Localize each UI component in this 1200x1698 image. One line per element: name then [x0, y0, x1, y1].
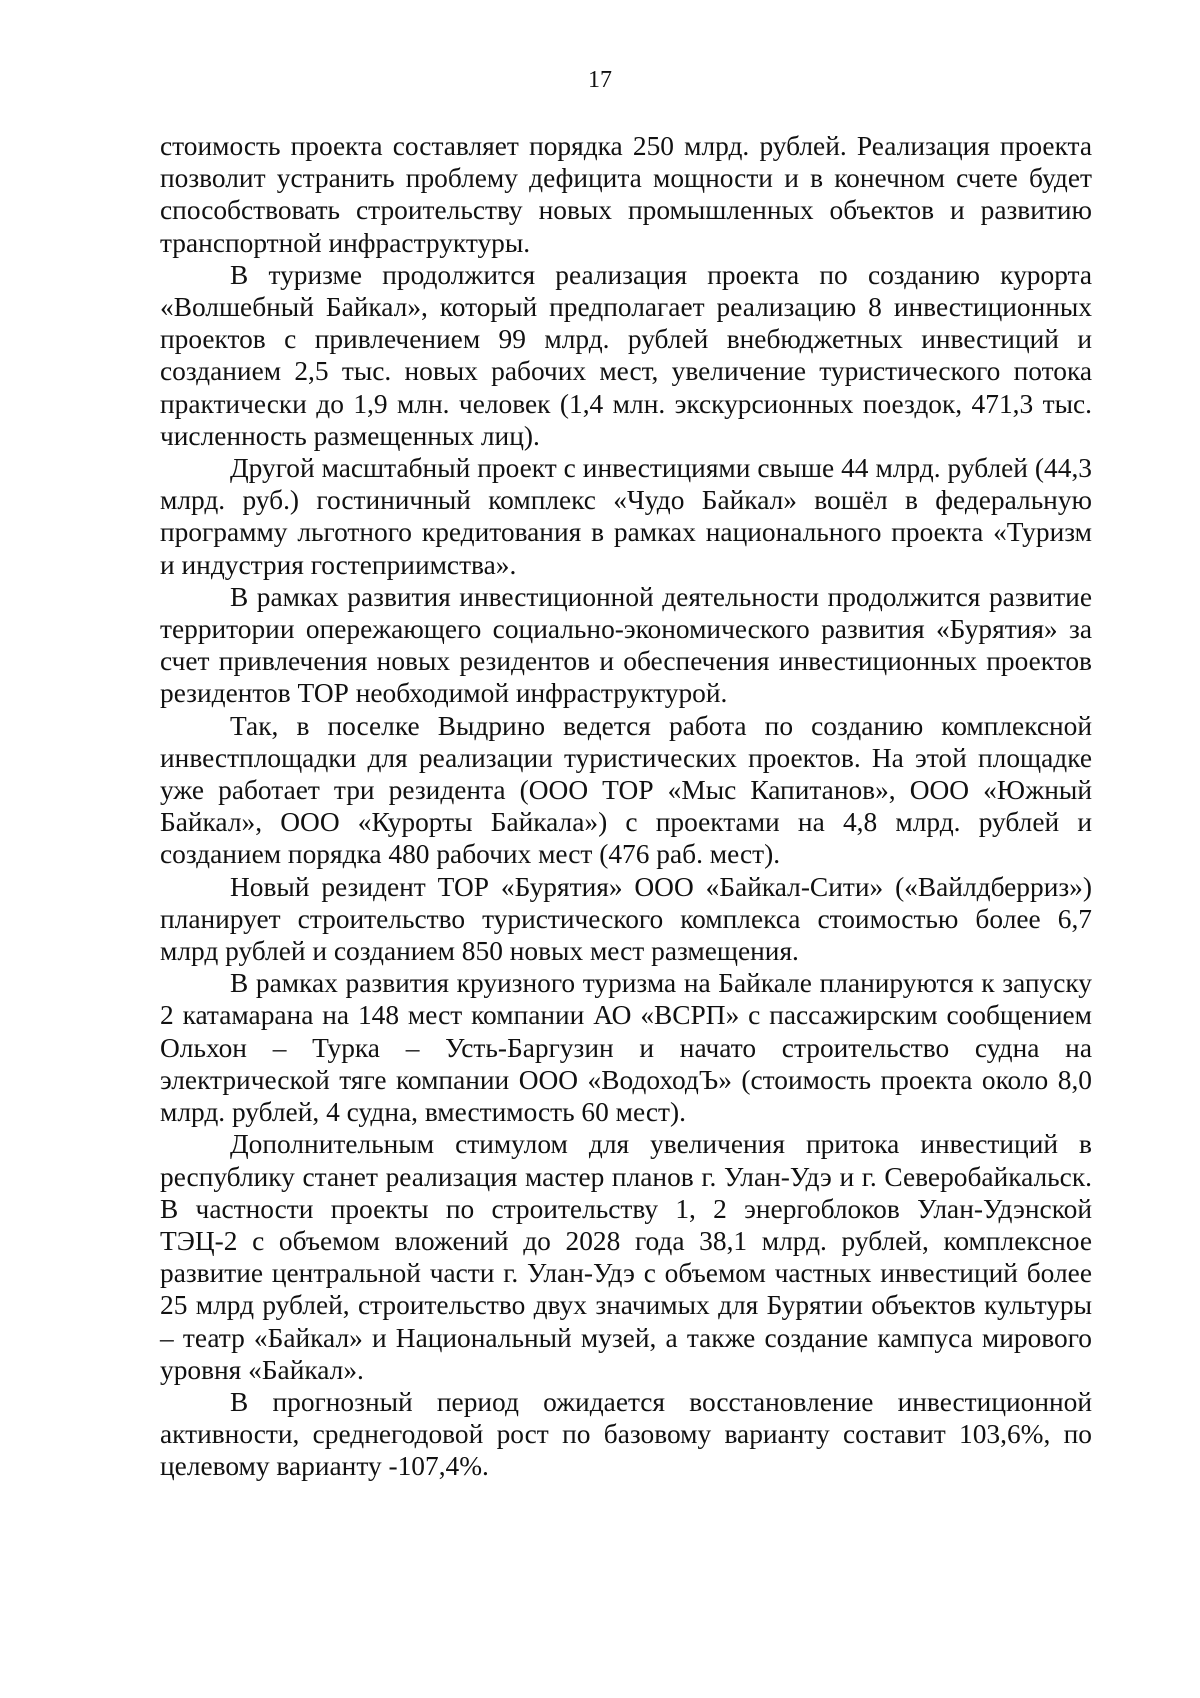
- page-number: 17: [588, 67, 612, 93]
- paragraph-9: В прогнозный период ожидается восстановление инвестиционной активности, среднегодовой рост по базовому варианту составит 103,6%, по целевому варианту -107,4%.: [160, 1386, 1092, 1482]
- document-body: [160, 130, 1092, 1483]
- paragraph-1: стоимость проекта составляет порядка 250 млрд. рублей. Реализация проекта позволит устранить проблему дефицита мощности и в конечном счете будет способствовать строительству новых промышленных объектов и развитию транспортной инфраструктуры.: [160, 131, 1092, 258]
- paragraph-3: Другой масштабный проект с инвестициями свыше 44 млрд. рублей (44,3 млрд. руб.) гостиничный комплекс «Чудо Байкал» вошёл в федеральную программу льготного кредитования в рамках национального проекта «Туризм и индустрия гостеприимства».: [160, 453, 1092, 580]
- paragraph-6: Новый резидент ТОР «Бурятия» ООО «Байкал-Сити» («Вайлдберриз») планирует строительство туристического комплекса стоимостью более 6,7 млрд рублей и созданием 850 новых мест размещения.: [160, 871, 1092, 967]
- paragraph-2: В туризме продолжится реализация проекта по созданию курорта «Волшебный Байкал», который предполагает реализацию 8 инвестиционных проектов с привлечением 99 млрд. рублей внебюджетных инвестиций и созданием 2,5 тыс. новых рабочих мест, увеличение туристического потока практически до 1,9 млн. человек (1,4 млн. экскурсионных поездок, 471,3 тыс. численность размещенных лиц).: [160, 259, 1092, 451]
- paragraph-5: Так, в поселке Выдрино ведется работа по созданию комплексной инвестплощадки для реализации туристических проектов. На этой площадке уже работает три резидента (ООО ТОР «Мыс Капитанов», ООО «Южный Байкал», ООО «Курорты Байкала») с проектами на 4,8 млрд. рублей и созданием порядка 480 рабочих мест (476 раб. мест).: [160, 710, 1092, 870]
- paragraph-7: В рамках развития круизного туризма на Байкале планируются к запуску 2 катамарана на 148 мест компании АО «ВСРП» с пассажирским сообщением Ольхон – Турка – Усть-Баргузин и начато строительство судна на электрической тяге компании ООО «ВодоходЪ» (стоимость проекта около 8,0 млрд. рублей, 4 судна, вместимость 60 мест).: [160, 968, 1092, 1128]
- paragraph-8: Дополнительным стимулом для увеличения притока инвестиций в республику станет реализация мастер планов г. Улан-Удэ и г. Северобайкальск. В частности проекты по строительству 1, 2 энергоблоков Улан-Удэнской ТЭЦ-2 с объемом вложений до 2028 года 38,1 млрд. рублей, комплексное развитие центральной части г. Улан-Удэ с объемом частных инвестиций более 25 млрд рублей, строительство двух значимых для Бурятии объектов культуры – театр «Байкал» и Национальный музей, а также создание кампуса мирового уровня «Байкал».: [160, 1129, 1092, 1385]
- paragraph-4: В рамках развития инвестиционной деятельности продолжится развитие территории опережающего социально-экономического развития «Бурятия» за счет привлечения новых резидентов и обеспечения инвестиционных проектов резидентов ТОР необходимой инфраструктурой.: [160, 581, 1092, 709]
